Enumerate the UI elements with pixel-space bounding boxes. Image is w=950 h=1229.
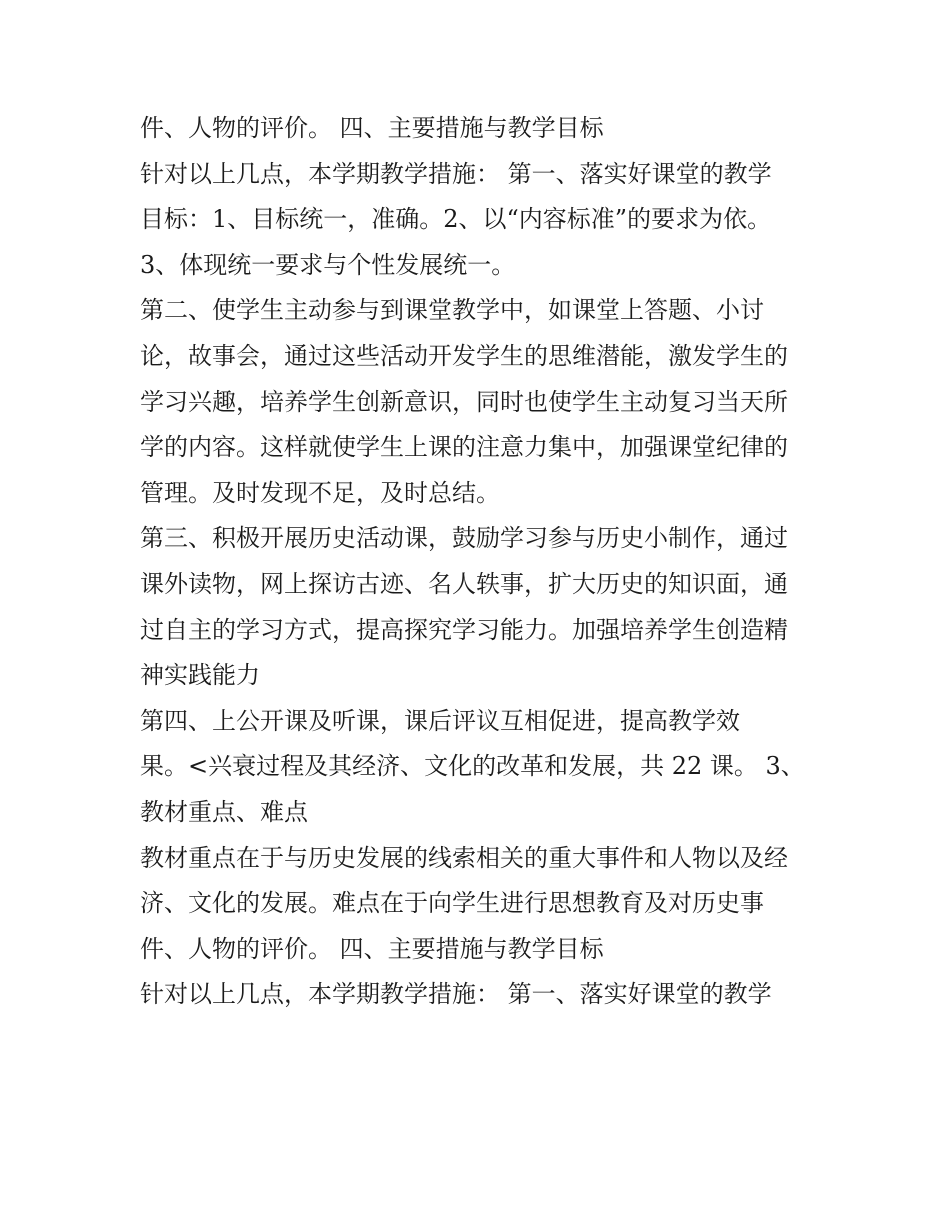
text-line: 件、人物的评价。 四、主要措施与教学目标: [140, 114, 604, 142]
text-line: 教材重点、难点: [140, 797, 308, 826]
text-line: 第二、使学生主动参与到课堂教学中，如课堂上答题、小讨: [140, 296, 764, 325]
document-body: [140, 106, 830, 1018]
text-line: 教材重点在于与历史发展的线索相关的重大事件和人物以及经: [140, 843, 788, 872]
text-line: 件、人物的评价。 四、主要措施与教学目标: [140, 934, 604, 963]
text-line: 学习兴趣，培养学生创新意识，同时也使学生主动复习当天所: [140, 387, 788, 416]
text-line: 3、体现统一要求与个性发展统一。: [140, 250, 516, 279]
text-line: 管理。及时发现不足，及时总结。: [140, 478, 500, 507]
text-line: 济、文化的发展。难点在于向学生进行思想教育及对历史事: [140, 889, 764, 918]
text-line: 针对以上几点，本学期教学措施： 第一、落实好课堂的教学: [140, 159, 772, 188]
text-line: 果。<兴衰过程及其经济、文化的改革和发展，共 22 课。 3、: [140, 752, 805, 781]
text-line: 学的内容。这样就使学生上课的注意力集中，加强课堂纪律的: [140, 433, 788, 462]
text-line: 第三、积极开展历史活动课，鼓励学习参与历史小制作，通过: [140, 524, 788, 553]
text-line: 过自主的学习方式，提高探究学习能力。加强培养学生创造精: [140, 615, 788, 644]
text-line: 论，故事会，通过这些活动开发学生的思维潜能，激发学生的: [140, 341, 788, 370]
text-line: 第四、上公开课及听课，课后评议互相促进，提高教学效: [140, 706, 740, 735]
text-line: 目标：1、目标统一，准确。2、以“内容标准”的要求为依。: [140, 205, 772, 234]
text-line: 课外读物，网上探访古迹、名人轶事，扩大历史的知识面，通: [140, 569, 788, 598]
text-line: 神实践能力: [140, 661, 260, 690]
text-line: 针对以上几点，本学期教学措施： 第一、落实好课堂的教学: [140, 980, 772, 1009]
